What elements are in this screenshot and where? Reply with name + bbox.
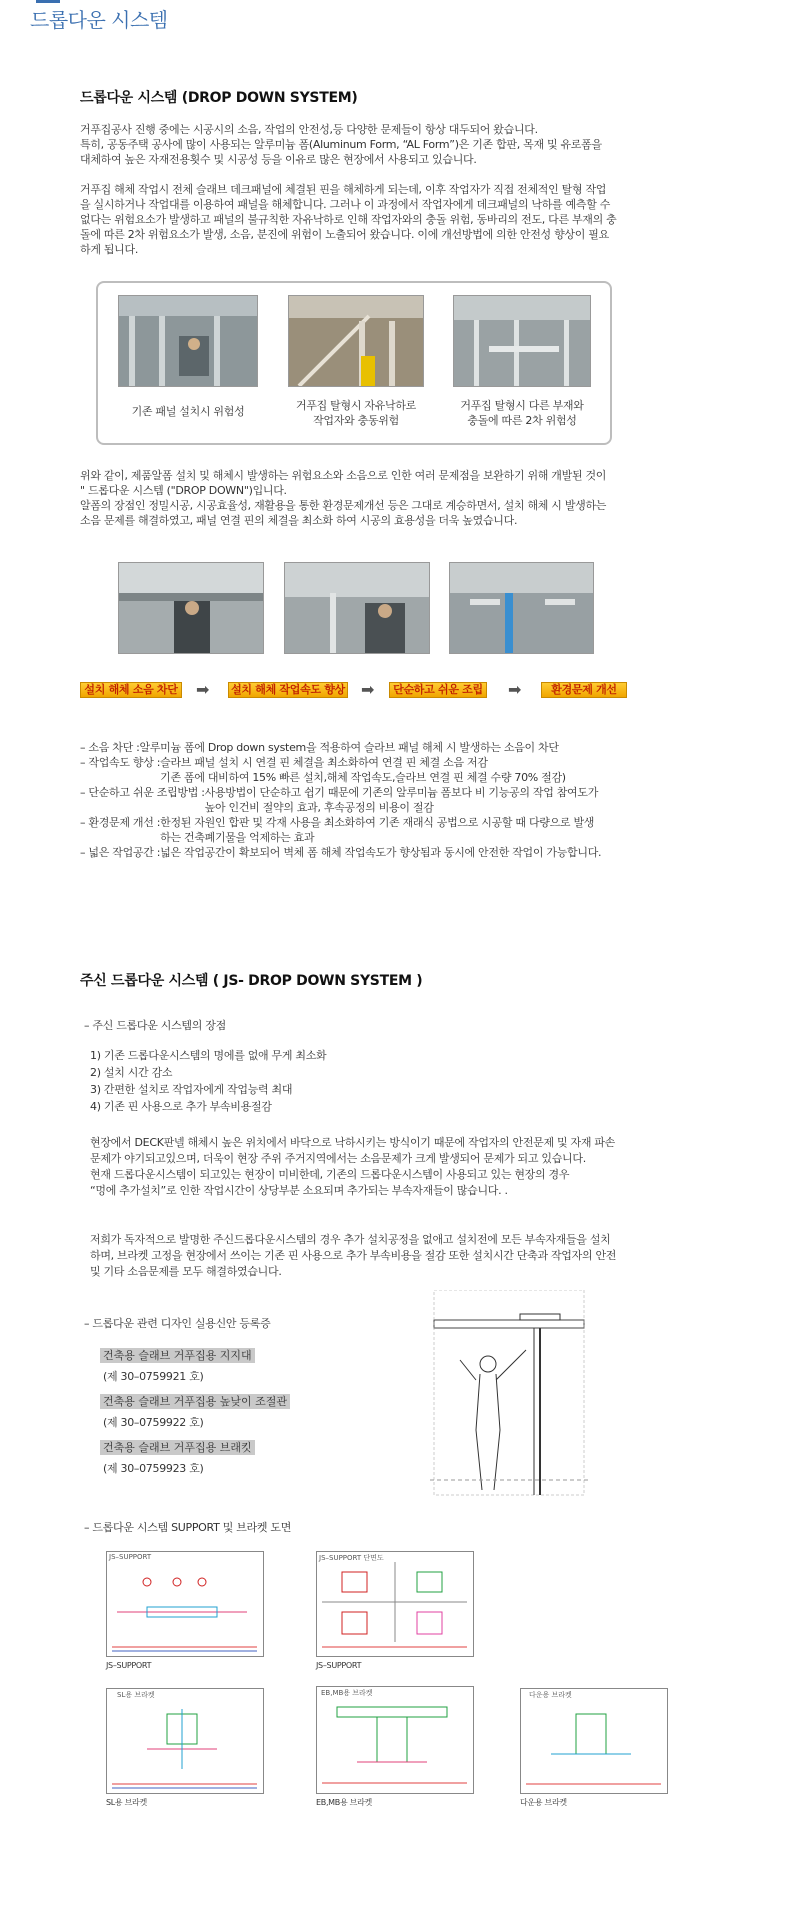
risk-caption bbox=[276, 398, 436, 428]
benefit-text: 높아 인건비 절약의 효과, 후속공정의 비용이 절감 bbox=[204, 801, 434, 814]
risk-caption-line: 기존 패널 설치시 위험성 bbox=[131, 405, 245, 418]
photo-illustration bbox=[119, 296, 258, 387]
section2-context bbox=[90, 1135, 690, 1199]
benefit-text: 슬라브 패널 설치 시 연결 핀 체결을 최소화하여 연결 핀 체결 소음 저감 bbox=[160, 756, 488, 769]
cad-drawing bbox=[106, 1551, 264, 1657]
risk-photo bbox=[118, 295, 258, 387]
benefit-key: – 작업속도 향상 : bbox=[80, 756, 161, 769]
benefit-text: 넓은 작업공간이 확보되어 벽체 폼 해체 작업속도가 향상됨과 동시에 안전한 작업이 가능합니다. bbox=[160, 846, 602, 859]
drawing-svg bbox=[317, 1687, 473, 1793]
drawing-label: JS–SUPPORT bbox=[106, 1661, 152, 1670]
feature-photo bbox=[449, 562, 594, 654]
benefits-list bbox=[80, 740, 680, 860]
section1-title: 드롭다운 시스템 (DROP DOWN SYSTEM) bbox=[80, 90, 358, 106]
benefit-text: 하는 건축폐기물을 억제하는 효과 bbox=[160, 831, 315, 844]
cad-drawing bbox=[106, 1688, 264, 1794]
drawing-tag: SL용 브라켓 bbox=[117, 1691, 155, 1699]
benefit-item bbox=[80, 755, 680, 785]
worker-drawing-svg bbox=[430, 1290, 590, 1500]
benefit-item bbox=[80, 785, 680, 815]
section2-solution bbox=[90, 1232, 690, 1280]
benefit-item bbox=[80, 815, 680, 845]
benefit-text: 알루미늄 폼에 Drop down system을 적용하여 슬라브 패널 해체 시 발생하는 소음이 차단 bbox=[139, 741, 559, 754]
patent-number: (제 30–0759922 호) bbox=[103, 1416, 204, 1429]
patents-heading: – 드롭다운 관련 디자인 실용신안 등록증 bbox=[84, 1317, 271, 1330]
drawing-svg bbox=[521, 1689, 667, 1793]
benefit-item bbox=[80, 740, 680, 755]
solution-line: 알폼의 장점인 정밀시공, 시공효율성, 재활용을 통한 환경문제개선 등은 그대로 계승하면서, 설치 해체 시 발생하는 bbox=[80, 499, 607, 512]
risk-caption-line: 거푸집 탈형시 다른 부재와 bbox=[460, 399, 584, 412]
cad-drawing bbox=[316, 1686, 474, 1794]
solution-line: 저희가 독자적으로 발명한 주신드롭다운시스템의 경우 추가 설치공정을 없애고 설치전에 모든 부속자재들을 설치 bbox=[90, 1233, 611, 1246]
feature-badge: 설치 해체 작업속도 향상 bbox=[228, 682, 348, 698]
section1-intro bbox=[80, 122, 680, 167]
drawing-label: 다운용 브라켓 bbox=[520, 1798, 567, 1807]
cad-drawing bbox=[520, 1688, 668, 1794]
photo-illustration bbox=[119, 563, 264, 654]
benefit-text: 한정된 자원인 합판 및 각재 사용을 최소화하여 기존 재래식 공법으로 시공할 때 다량으로 발생 bbox=[160, 816, 595, 829]
photo-illustration bbox=[454, 296, 591, 387]
arrow-right-icon: ➡ bbox=[196, 680, 210, 699]
photo-illustration bbox=[450, 563, 594, 654]
advantages-heading: – 주신 드롭다운 시스템의 장점 bbox=[84, 1019, 226, 1032]
solution-line: " 드롭다운 시스템 ("DROP DOWN")입니다. bbox=[80, 484, 287, 497]
advantage-item: 2) 설치 시간 감소 bbox=[90, 1066, 173, 1079]
risk-caption-line: 거푸집 탈형시 자유낙하로 bbox=[296, 399, 416, 412]
photo-illustration bbox=[285, 563, 430, 654]
benefit-key: – 소음 차단 : bbox=[80, 741, 140, 754]
feature-badge: 환경문제 개선 bbox=[541, 682, 627, 698]
advantages-list bbox=[90, 1048, 490, 1114]
intro-line: 대체하여 높은 자재전용횟수 및 시공성 등을 이유로 많은 현장에서 사용되고 있습니다. bbox=[80, 153, 477, 166]
drawing-svg bbox=[317, 1552, 473, 1656]
problem-line: 을 실시하거나 작업대를 이용하여 패널을 해체합니다. 그러나 이 과정에서 작업자에게 데크패널의 낙하를 예측할 수 bbox=[80, 198, 611, 211]
benefit-text: 사용방법이 단순하고 쉽기 때문에 기존의 알루미늄 폼보다 비 기능공의 작업 참여도가 bbox=[204, 786, 599, 799]
solution-line: 및 기타 소음문제를 모두 해결하였습니다. bbox=[90, 1265, 282, 1278]
context-line: 현재 드롭다운시스템이 되고있는 현장이 미비한데, 기존의 드롭다운시스템이 사용되고 있는 현장의 경우 bbox=[90, 1168, 570, 1181]
drawing-tag: JS–SUPPORT bbox=[109, 1553, 152, 1561]
patent-name: 건축용 슬래브 거푸집용 지지대 bbox=[100, 1348, 255, 1363]
arrow-right-icon: ➡ bbox=[361, 680, 375, 699]
page-title: 드롭다운 시스템 bbox=[30, 8, 168, 32]
drawing-label: SL용 브라켓 bbox=[106, 1798, 147, 1807]
drawing-label: JS–SUPPORT bbox=[316, 1661, 362, 1670]
problem-line: 없다는 위험요소가 발생하고 패널의 불규칙한 자유낙하로 인해 작업자와의 충돌 위험, 동바리의 전도, 다른 부재의 충 bbox=[80, 213, 617, 226]
feature-photo bbox=[284, 562, 430, 654]
drawing-tag: EB,MB용 브라켓 bbox=[321, 1689, 373, 1697]
feature-photo bbox=[118, 562, 264, 654]
risk-photo bbox=[453, 295, 591, 387]
drawing-tag: JS–SUPPORT 단면도 bbox=[319, 1554, 384, 1562]
intro-line: 특히, 공동주택 공사에 많이 사용되는 알루미늄 폼(Aluminum Form, “AL Form”)은 기존 합판, 목재 및 유로폼을 bbox=[80, 138, 602, 151]
patent-number: (제 30–0759923 호) bbox=[103, 1462, 204, 1475]
feature-badge: 설치 해체 소음 차단 bbox=[80, 682, 182, 698]
benefit-key: – 단순하고 쉬운 조립방법 : bbox=[80, 786, 205, 799]
drawing-label: EB,MB용 브라켓 bbox=[316, 1798, 372, 1807]
solution-line: 하며, 브라켓 고정을 현장에서 쓰이는 기존 핀 사용으로 추가 부속비용을 절감 또한 설치시간 단축과 작업자의 안전 bbox=[90, 1249, 617, 1262]
cad-drawing bbox=[316, 1551, 474, 1657]
risk-caption-line: 작업자와 충동위험 bbox=[313, 414, 399, 427]
context-line: “멍에 추가설치”로 인한 작업시간이 상당부분 소요되며 추가되는 부속자재들이 많습니다. . bbox=[90, 1184, 508, 1197]
section1-solution bbox=[80, 468, 680, 528]
risk-caption bbox=[441, 398, 603, 428]
advantage-item: 4) 기존 핀 사용으로 추가 부속비용절감 bbox=[90, 1100, 272, 1113]
advantage-item: 3) 간편한 설치로 작업자에게 작업능력 최대 bbox=[90, 1083, 293, 1096]
drawing-tag: 다운용 브라켓 bbox=[529, 1691, 572, 1699]
arrow-right-icon: ➡ bbox=[508, 680, 522, 699]
intro-line: 거푸집공사 진행 중에는 시공시의 소음, 작업의 안전성,등 다양한 문제들이 항상 대두되어 왔습니다. bbox=[80, 123, 538, 136]
problem-line: 거푸집 해체 작업시 전체 슬래브 데크패널에 체결된 핀을 해체하게 되는데, 이후 작업자가 직접 전체적인 탈형 작업 bbox=[80, 183, 607, 196]
photo-illustration bbox=[289, 296, 424, 387]
problem-line: 돌에 따른 2차 위험요소가 발생, 소음, 분진에 위험이 노출되어 왔습니다. 이에 개선방법에 의한 안전성 향상이 필요 bbox=[80, 228, 609, 241]
context-line: 문제가 야기되고있으며, 더욱이 현장 주위 주거지역에서는 소음문제가 크게 발생되어 문제가 되고 있습니다. bbox=[90, 1152, 586, 1165]
context-line: 현장에서 DECK판넬 해체시 높은 위치에서 바닥으로 낙하시키는 방식이기 때문에 작업자의 안전문제 및 자재 파손 bbox=[90, 1136, 616, 1149]
title-accent-bar bbox=[36, 0, 60, 3]
advantage-item: 1) 기존 드롭다운시스템의 명에를 없애 무게 최소화 bbox=[90, 1049, 327, 1062]
benefit-key: – 넓은 작업공간 : bbox=[80, 846, 161, 859]
benefit-text: 기존 폼에 대비하여 15% 빠른 설치,해체 작업속도,슬라브 연결 핀 체결 수량 70% 절감) bbox=[160, 771, 566, 784]
benefit-item bbox=[80, 845, 680, 860]
solution-line: 소음 문제를 해결하였고, 패널 연결 핀의 체결을 최소화 하여 시공의 효용성을 더욱 높였습니다. bbox=[80, 514, 518, 527]
patent-name: 건축용 슬래브 거푸집용 높낮이 조절관 bbox=[100, 1394, 290, 1409]
drawing-svg bbox=[107, 1689, 263, 1793]
risk-caption bbox=[108, 404, 268, 419]
risk-photo bbox=[288, 295, 424, 387]
solution-line: 위와 같이, 제품알폼 설치 및 해체시 발생하는 위험요소와 소음으로 인한 여러 문제점을 보완하기 위해 개발된 것이 bbox=[80, 469, 607, 482]
risk-caption-line: 충돌에 따른 2차 위험성 bbox=[467, 414, 577, 427]
section2-title: 주신 드롭다운 시스템 ( JS- DROP DOWN SYSTEM ) bbox=[80, 973, 423, 989]
problem-line: 하게 됩니다. bbox=[80, 243, 139, 256]
patent-number: (제 30–0759921 호) bbox=[103, 1370, 204, 1383]
drawings-heading: – 드롭다운 시스템 SUPPORT 및 브라켓 도면 bbox=[84, 1521, 292, 1534]
section1-problem bbox=[80, 182, 680, 257]
drawing-svg bbox=[107, 1552, 263, 1656]
worker-drawing bbox=[430, 1290, 590, 1500]
patent-name: 건축용 슬래브 거푸집용 브래킷 bbox=[100, 1440, 255, 1455]
benefit-key: – 환경문제 개선 : bbox=[80, 816, 161, 829]
feature-badge: 단순하고 쉬운 조립 bbox=[389, 682, 487, 698]
patents-list bbox=[100, 1344, 400, 1476]
